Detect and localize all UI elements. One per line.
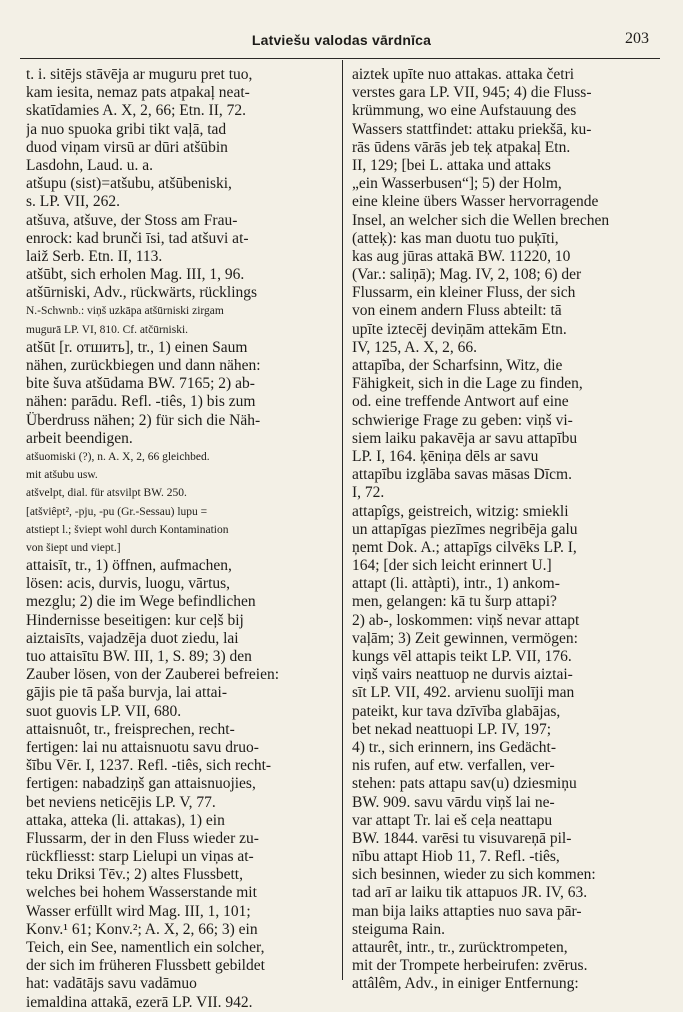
text-line: tad arī ar laiku tik attapuos JR. IV, 63. [352, 884, 588, 902]
text-line: attaisīt, tr., 1) öffnen, aufmachen, [26, 557, 232, 575]
text-line: suot guovis LP. VII, 680. [26, 702, 182, 720]
text-line: Fähigkeit, sich in die Lage zu finden, [352, 375, 583, 393]
text-line: atšuomiski (?), n. A. X, 2, 66 gleichbed. [26, 450, 210, 463]
text-line: Wasser erfüllt wird Mag. III, 1, 101; [26, 902, 251, 920]
text-line: duod viņam virsū ar dūri atšūbin [26, 138, 228, 156]
text-line: attâlêm, Adv., in einiger Entfernung: [352, 975, 579, 993]
text-line: Konv.¹ 61; Konv.²; A. X, 2, 66; 3) ein [26, 920, 258, 938]
text-line: vaļām; 3) Zeit gewinnen, vermögen: [352, 629, 578, 647]
text-line: I, 72. [352, 484, 385, 502]
text-line: attapība, der Scharfsinn, Witz, die [352, 357, 563, 374]
text-line: sīt LP. VII, 492. arvienu suolīji man [352, 684, 575, 702]
text-line: un attapīgas piezīmes negribēja galu [352, 520, 578, 538]
text-line: nību attapt Hiob 11, 7. Refl. -tiês, [352, 848, 560, 866]
text-line: viņš vairs neattuop ne durvis aiztai- [352, 666, 573, 684]
text-line: verstes gara LP. VII, 945; 4) die Fluss- [352, 84, 592, 102]
text-line: kam iesita, nemaz pats atpakaļ neat- [26, 84, 250, 102]
page-header [0, 26, 683, 52]
text-line: aiztaisīts, vajadzēja duot ziedu, lai [26, 629, 239, 647]
text-line: attaurêt, intr., tr., zurücktrompeten, [352, 939, 568, 956]
text-line: N.-Schwnb.: viņš uzkāpa atšūrniski zirgam [26, 305, 224, 318]
text-line: od. eine treffende Antwort auf eine [352, 393, 569, 411]
text-line: eine kleine übers Wasser hervorragende [352, 193, 599, 211]
text-line: aiztek upīte nuo attakas. attaka četri [352, 66, 575, 83]
text-line: der sich im früheren Flussbett gebildet [26, 957, 265, 975]
text-line: gājis pie tā paša burvja, lai attai- [26, 684, 227, 702]
text-line: rückfliesst: starp Lielupi un viņas at- [26, 848, 254, 866]
text-line: iemaldina attakā, ezerā LP. VII. 942. [26, 993, 253, 1011]
text-line: enrock: kad brunči īsi, tad atšuvi at- [26, 229, 249, 247]
text-line: stehen: pats attapu sav(u) dziesmiņu [352, 775, 577, 793]
text-line: 164; [der sich leicht erinnert U.] [352, 557, 552, 575]
text-line: LP. I, 164. ķēniņa dēls ar savu [352, 447, 539, 465]
text-line: steiguma Rain. [352, 920, 445, 938]
text-line: (atteķ): kas man duotu tuo puķīti, [352, 229, 559, 247]
text-line: atstiept l.; šviept wohl durch Kontamination [26, 523, 229, 536]
text-line: atšupu (sist)=atšubu, atšūbeniski, [26, 175, 232, 193]
text-line: laiž Serb. Etn. II, 113. [26, 247, 163, 265]
text-line: nis rufen, auf etw. verfallen, ver- [352, 757, 555, 775]
right-column [352, 66, 660, 994]
text-line: tuo attaisītu BW. III, 1, S. 89; 3) den [26, 648, 252, 665]
text-line: nähen: parādu. Refl. -tiês, 1) bis zum [26, 393, 256, 411]
text-line: attapību izglāba savas māsas Dīcm. [352, 466, 572, 484]
text-line: [atšviêpt², -pju, -pu (Gr.-Sessau) lupu = [26, 505, 208, 518]
text-line: krümmung, wo eine Aufstauung des [352, 102, 577, 120]
text-line: BW. 1844. varēsi tu visuvareņā pil- [352, 829, 572, 847]
header-rule [20, 58, 660, 59]
text-line: var attapt Tr. lai eš ceļa neattapu [352, 811, 553, 829]
text-line: Flussarm, der in den Fluss wieder zu- [26, 829, 259, 847]
text-line: von šiept und viept.] [26, 541, 121, 554]
text-line: mugurā LP. VI, 810. Cf. atčūrniski. [26, 323, 189, 336]
text-line: sich besinnen, wieder zu sich kommen: [352, 866, 596, 884]
text-line: rās ūdens vārās jeb teķ atpakaļ Etn. [352, 138, 571, 156]
text-line: von einem andern Fluss abteilt: tā [352, 302, 562, 320]
text-line: nähen, zurückbiegen und dann nähen: [26, 357, 261, 374]
text-line: mit der Trompete herbeirufen: zvērus. [352, 957, 588, 975]
text-line: welches bei hohem Wasserstande mit [26, 884, 257, 902]
text-line: Hindernisse beseitigen: kur ceļš bij [26, 611, 244, 629]
text-line: siem laiku pakavēja ar savu attapību [352, 429, 578, 447]
text-line: attapt (li. attàpti), intr., 1) ankom- [352, 575, 560, 593]
text-line: bet nekad neattuopi LP. IV, 197; [352, 720, 552, 738]
text-line: II, 129; [bei L. attaka und attaks [352, 156, 551, 174]
text-line: 2) ab-, loskommen: viņš nevar attapt [352, 611, 580, 629]
text-line: upīte iztecēj deviņām attekām Etn. [352, 320, 567, 338]
text-line: „ein Wasserbusen“]; 5) der Holm, [352, 175, 562, 193]
text-line: šību Vēr. I, 1237. Refl. -tiês, sich recht- [26, 757, 272, 775]
text-line: schwierige Frage zu geben: viņš vi- [352, 411, 573, 429]
text-line: lösen: acis, durvis, luogu, vārtus, [26, 575, 231, 593]
text-line: Lasdohn, Laud. u. a. [26, 156, 153, 174]
text-line: s. LP. VII, 262. [26, 193, 121, 211]
text-line: men, gelangen: kā tu šurp attapi? [352, 593, 557, 611]
text-line: Teich, ein See, namentlich ein solcher, [26, 939, 265, 956]
text-line: attaisnuôt, tr., freisprechen, recht- [26, 720, 235, 738]
left-column [26, 66, 336, 1012]
text-line: mit atšubu usw. [26, 469, 98, 482]
text-line: atšvelpt, dial. für atsvilpt BW. 250. [26, 487, 187, 500]
text-line: 4) tr., sich erinnern, ins Gedächt- [352, 738, 557, 756]
text-line: atšūbt, sich erholen Mag. III, 1, 96. [26, 266, 245, 284]
text-line: mezglu; 2) die im Wege befindlichen [26, 593, 256, 611]
text-line: Insel, an welcher sich die Wellen brechen [352, 211, 610, 229]
text-line: attaka, atteka (li. attakas), 1) ein [26, 811, 225, 829]
page-number: 203 [625, 30, 649, 47]
text-line: (Var.: saliņā); Mag. IV, 2, 108; 6) der [352, 266, 582, 284]
text-line: Flussarm, ein kleiner Fluss, der sich [352, 284, 576, 302]
text-line: kas aug jūras attakā BW. 11220, 10 [352, 247, 571, 265]
text-line: arbeit beendigen. [26, 429, 133, 447]
text-line: attapîgs, geistreich, witzig: smiekli [352, 502, 569, 520]
text-line: teku Driksi Tēv.; 2) altes Flussbett, [26, 866, 243, 884]
text-line: ja nuo spuoka gribi tikt vaļā, tad [26, 120, 227, 138]
text-line: Zauber lösen, von der Zauberei befreien: [26, 666, 280, 684]
text-line: pateikt, kur tava dzīvība glabājas, [352, 702, 561, 720]
text-line: ņemt Dok. A.; attapīgs cilvēks LP. I, [352, 538, 577, 556]
text-line: atšūt [r. отшить], tr., 1) einen Saum [26, 338, 248, 356]
text-line: bet neviens neticējis LP. V, 77. [26, 793, 216, 811]
text-line: skatīdamies A. X, 2, 66; Etn. II, 72. [26, 102, 246, 120]
text-line: bite šuva atšūdama BW. 7165; 2) ab- [26, 375, 255, 393]
text-line: atšuva, atšuve, der Stoss am Frau- [26, 211, 238, 229]
text-line: t. i. sitējs stāvēja ar muguru pret tuo, [26, 66, 253, 83]
text-line: fertigen: lai nu attaisnuotu savu druo- [26, 738, 259, 756]
text-line: BW. 909. savu vārdu viņš lai ne- [352, 793, 555, 811]
text-line: kungs vēl attapis teikt LP. VII, 176. [352, 648, 572, 665]
running-title: Latviešu valodas vārdnīca [251, 32, 432, 48]
text-line: IV, 125, A. X, 2, 66. [352, 338, 478, 356]
text-line: man bija laiks attapties nuo sava pār- [352, 902, 582, 920]
text-line: hat: vadātājs savu vadāmuo [26, 975, 197, 993]
text-line: Überdruss nähen; 2) für sich die Näh- [26, 411, 261, 429]
text-line: Wassers stattfindet: attaku priekšā, ku- [352, 120, 592, 138]
text-line: fertigen: nabadziņš gan attaisnuojies, [26, 775, 256, 793]
column-divider [342, 60, 343, 980]
text-line: atšūrniski, Adv., rückwärts, rücklings [26, 284, 258, 302]
